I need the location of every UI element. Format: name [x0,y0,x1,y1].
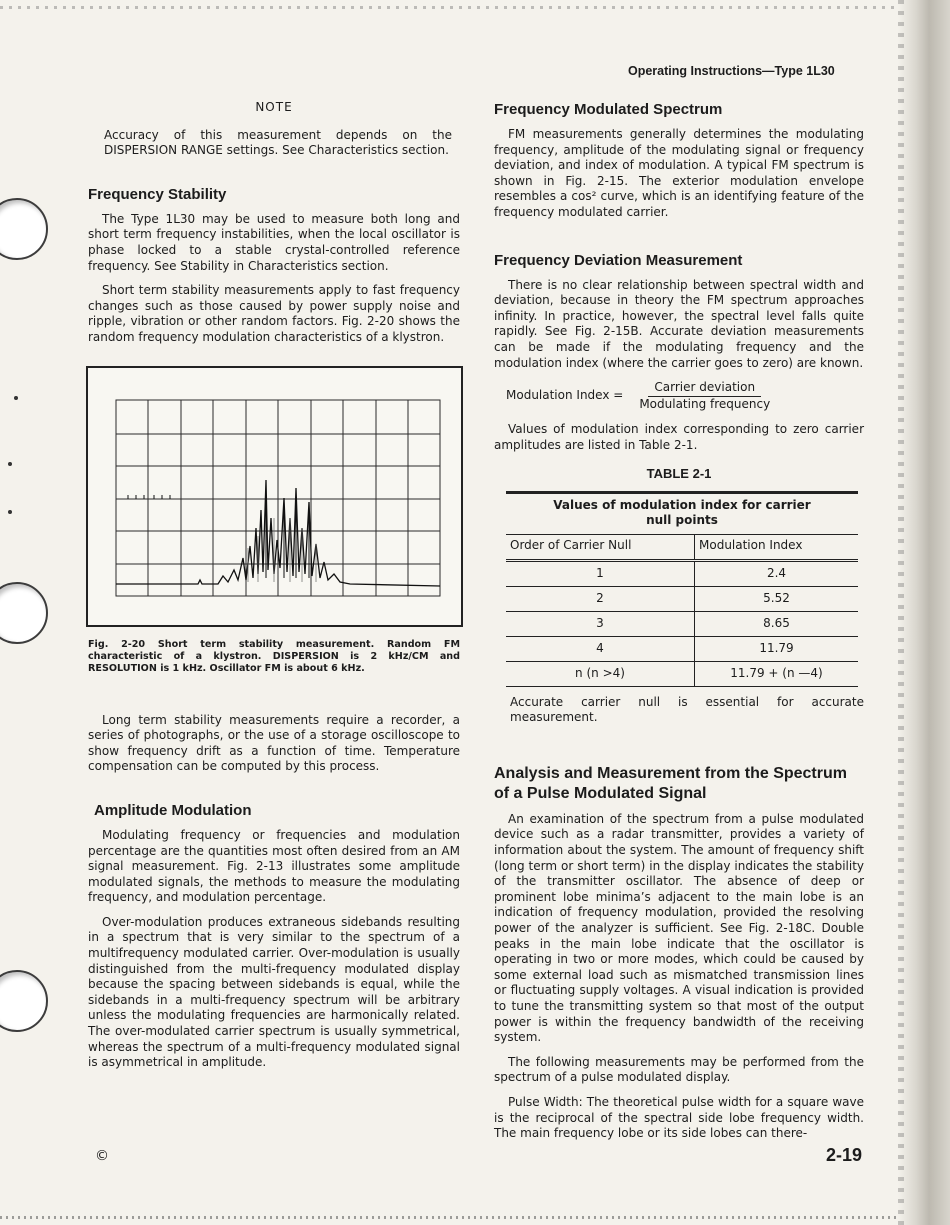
figure-caption: Fig. 2-20 Short term stability measurement. Random FM characteristic of a klystron. DISPERSION is 2 kHz/CM and RESOLUTION is 1 kHz. Oscillator FM is about 6 kHz. [88,638,460,674]
table-cell: 1 [506,560,695,586]
deviation-paragraph-1: There is no clear relationship between spectral width and deviation, because in theory the FM spectrum approaches infinity. In practice, however, the spectral level falls quite rapidly. See Fig. 2-15B. Accurate deviation measurements can be made if the modulating frequency and the modulation index (where the carrier goes to zero) are known. [494,277,864,370]
speck [8,510,12,514]
pulse-paragraph-2: The following measurements may be performed from the spectrum of a pulse modulated display. [494,1054,864,1085]
modulation-index-formula [506,380,864,412]
table-header-cell: Order of Carrier Null [506,535,695,560]
table-caption: Values of modulation index for carrier null points [506,491,858,535]
page-edge-bottom [0,1216,950,1219]
table-cell: 2.4 [695,560,859,586]
table-row [506,611,858,636]
page-edge-right [898,0,950,1225]
table-cell: n (n >4) [506,661,695,686]
formula-fraction [633,380,776,412]
table-row [506,560,858,586]
pulse-paragraph-3: Pulse Width: The theoretical pulse width for a square wave is the reciprocal of the spectral side lobe frequency width. The main frequency lobe or its side lobes can there- [494,1094,864,1141]
table-cell: 4 [506,636,695,661]
table-cell: 3 [506,611,695,636]
formula-lhs: Modulation Index = [506,388,624,403]
table-cell: 2 [506,586,695,611]
table-cell: 11.79 [695,636,859,661]
deviation-paragraph-2: Values of modulation index corresponding to zero carrier amplitudes are listed in Table 2-1. [494,422,864,452]
figure-2-20 [86,366,463,627]
table-row [506,636,858,661]
graticule [116,400,440,596]
table-row [506,661,858,686]
binder-hole-bottom [0,970,48,1032]
speck [14,396,18,400]
spectrum-photo [88,368,461,625]
binder-hole-middle [0,582,48,644]
fm-heading: Frequency Modulated Spectrum [494,101,723,118]
table-header-row [506,535,858,560]
page-number: 2-19 [826,1145,863,1165]
am-paragraph-2: Over-modulation produces extraneous sidebands resulting in a spectrum that is very similar to the spectrum of a multifrequency modulated carrier. Over-modulation is usually distinguished from the multi-frequency modulated display because the spacing between sidebands is equal, while the sidebands in a multi-frequency spectrum will be arbitrary unless the modulating frequencies are harmonically related. The over-modulated carrier spectrum is usually symmetrical, whereas the spectrum of a multi-frequency modulated signal is asymmetrical in amplitude. [88,914,460,1070]
pulse-heading: Analysis and Measurement from the Spectrum of a Pulse Modulated Signal [494,764,847,802]
note-text: Accuracy of this measurement depends on the DISPERSION RANGE settings. See Characteristics section. [104,127,452,158]
stability-paragraph-2: Short term stability measurements apply to fast frequency changes such as those caused by power supply noise and ripple, vibration or other random factors. Fig. 2-20 shows the random frequency modulation characteristics of a klystron. [88,283,460,344]
table-header-cell: Modulation Index [695,535,859,560]
table-note: Accurate carrier null is essential for accurate measurement. [510,694,864,725]
table-cell: 5.52 [695,586,859,611]
table-title: TABLE 2-1 [646,465,712,481]
binder-hole-top [0,198,48,260]
table-2-1 [506,491,858,687]
stability-paragraph-1: The Type 1L30 may be used to measure both long and short term frequency instabilities, when the local oscillator is phase locked to a stable crystal-controlled reference frequency. See Stability in Characteristics section. [88,211,460,273]
formula-numerator: Carrier deviation [648,380,761,397]
deviation-heading: Frequency Deviation Measurement [494,251,743,269]
am-heading: Amplitude Modulation [94,801,252,819]
copyright-mark: © [95,1148,109,1164]
note-title: NOTE [255,100,293,114]
page-edge-top [0,6,950,9]
right-column [494,100,864,1151]
running-head: Operating Instructions—Type 1L30 [628,64,835,78]
stability-heading: Frequency Stability [88,185,227,203]
formula-denominator: Modulating frequency [639,396,771,411]
left-column [88,100,460,1080]
speck [8,462,12,466]
table-cell: 11.79 + (n —4) [695,661,859,686]
pulse-paragraph-1: An examination of the spectrum from a pulse modulated device such as a radar transmitter, provides a variety of information about the system. The amount of frequency shift (long term or short term) in the display indicates the stability of the transmitter oscillator. The absence of deep or prominent lobe minima’s adjacent to the main lobe is an indication of frequency modulation, provided the resolving power of the analyzer is sufficient. See Fig. 2-18C. Double peaks in the main lobe indicate that the oscillator is operating in two or more modes, which could be caused by some external load such as mismatched transmission lines or fluctuating supply voltages. A visual indication is provided to tune the transmitting system so that most of the output power is within the frequency bandwidth of the receiving system. [494,811,864,1045]
table-row [506,586,858,611]
fm-paragraph: FM measurements generally determines the modulating frequency, amplitude of the modulating signal or frequency deviation, and index of modulation. A typical FM spectrum is shown in Fig. 2-15. The exterior modulation envelope resembles a cos² curve, which is an identifying feature of the frequency modulated carrier. [494,127,864,219]
long-term-paragraph: Long term stability measurements require a recorder, a series of photographs, or the use of a storage oscilloscope to show frequency drift as a function of time. Temperature compensation can be computed by this process. [88,712,460,774]
baseline-ticks [128,495,170,499]
table-cell: 8.65 [695,611,859,636]
am-paragraph-1: Modulating frequency or frequencies and modulation percentage are the quantities most often desired from an AM signal measurement. Fig. 2-13 illustrates some amplitude modulated signals, the methods to measure the modulating frequency, and modulation percentage. [88,827,460,905]
